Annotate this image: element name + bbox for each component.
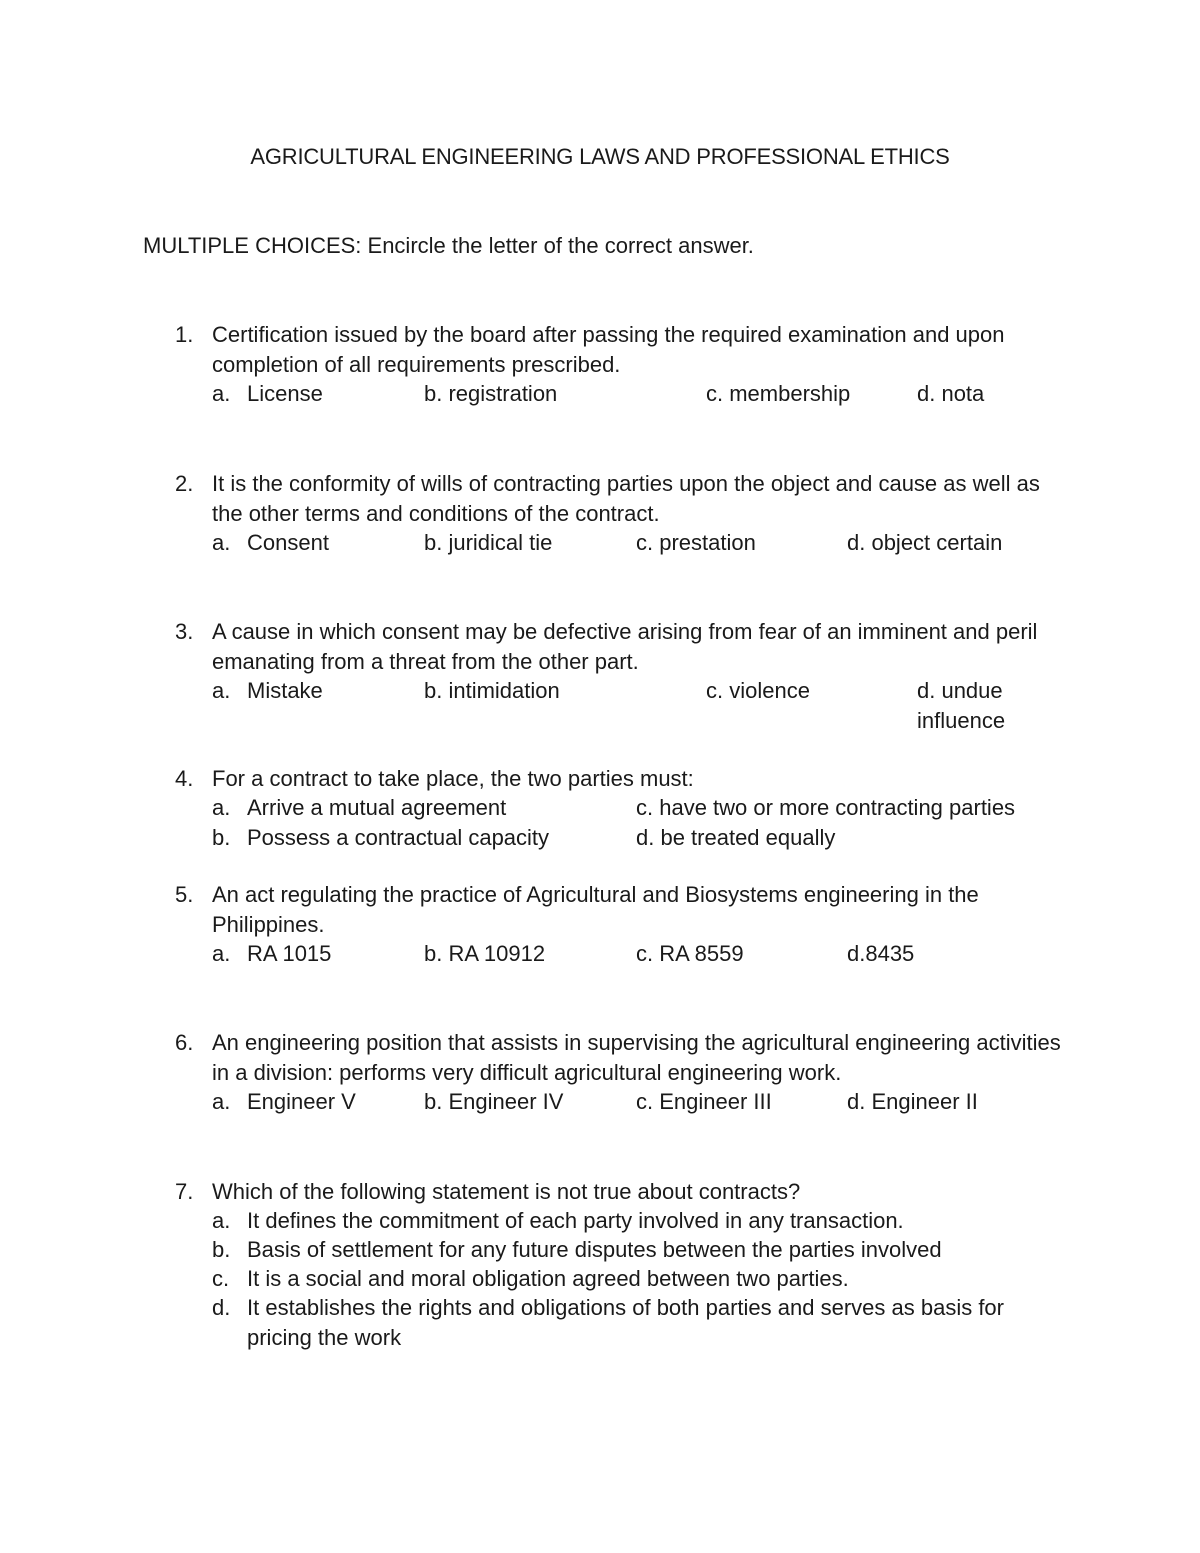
option-d: d. object certain bbox=[847, 530, 1003, 555]
option-c: c. have two or more contracting parties bbox=[636, 795, 1016, 820]
option-d: d. nota bbox=[917, 381, 985, 406]
option-d bbox=[212, 1293, 1072, 1352]
option-a bbox=[212, 528, 329, 558]
option-d: d. undue influence bbox=[917, 678, 1006, 733]
option-b bbox=[212, 1235, 942, 1265]
option-d: d. be treated equally bbox=[636, 825, 836, 850]
option-c: c. membership bbox=[706, 381, 851, 406]
option-text: RA 1015 bbox=[247, 941, 332, 966]
option-text: It defines the commitment of each party involved in any transaction. bbox=[247, 1208, 904, 1233]
question-text: An engineering position that assists in supervising the agricultural engineering activities in a division: performs very difficult agricultural engineering work. bbox=[212, 1030, 1061, 1085]
option-d: d.8435 bbox=[847, 941, 915, 966]
option-text: It is a social and moral obligation agreed between two parties. bbox=[247, 1266, 849, 1291]
option-letter: a. bbox=[212, 1089, 231, 1114]
option-a bbox=[212, 379, 323, 409]
question-text: Certification issued by the board after passing the required examination and upon completion of all requirements prescribed. bbox=[212, 322, 1005, 377]
option-b: b. Engineer IV bbox=[424, 1089, 564, 1114]
option-b: b. registration bbox=[424, 381, 558, 406]
question-number: 3. bbox=[175, 619, 194, 644]
page-title: AGRICULTURAL ENGINEERING LAWS AND PROFESSIONAL ETHICS bbox=[250, 144, 950, 169]
question-text: A cause in which consent may be defective arising from fear of an imminent and peril emanating from a threat from the other part. bbox=[212, 619, 1038, 674]
question-number: 2. bbox=[175, 471, 194, 496]
option-a bbox=[212, 939, 331, 969]
option-c: c. Engineer III bbox=[636, 1089, 772, 1114]
option-letter: a. bbox=[212, 678, 231, 703]
option-letter: b. bbox=[212, 825, 231, 850]
option-b: b. intimidation bbox=[424, 678, 560, 703]
question-number: 7. bbox=[175, 1179, 194, 1204]
option-letter: d. bbox=[212, 1295, 231, 1320]
option-text: Engineer V bbox=[247, 1089, 356, 1114]
option-a bbox=[212, 1206, 904, 1236]
question-number: 5. bbox=[175, 882, 194, 907]
question-text: For a contract to take place, the two parties must: bbox=[212, 766, 694, 791]
option-text: Consent bbox=[247, 530, 329, 555]
option-text: Arrive a mutual agreement bbox=[247, 795, 507, 820]
instructions: MULTIPLE CHOICES: Encircle the letter of the correct answer. bbox=[143, 233, 754, 258]
option-text: Mistake bbox=[247, 678, 323, 703]
option-a bbox=[212, 676, 323, 706]
option-letter: a. bbox=[212, 941, 231, 966]
question-text: It is the conformity of wills of contracting parties upon the object and cause as well as the other terms and conditions of the contract. bbox=[212, 471, 1040, 526]
option-letter: c. bbox=[212, 1266, 230, 1291]
question-number: 1. bbox=[175, 322, 194, 347]
option-letter: a. bbox=[212, 381, 231, 406]
option-text: Possess a contractual capacity bbox=[247, 825, 550, 850]
option-c: c. RA 8559 bbox=[636, 941, 744, 966]
question-text: An act regulating the practice of Agricultural and Biosystems engineering in the Philippines. bbox=[212, 882, 979, 937]
option-text: Basis of settlement for any future disputes between the parties involved bbox=[247, 1237, 942, 1262]
option-letter: b. bbox=[212, 1237, 231, 1262]
question-number: 4. bbox=[175, 766, 194, 791]
question-text: Which of the following statement is not true about contracts? bbox=[212, 1179, 801, 1204]
option-c: c. prestation bbox=[636, 530, 756, 555]
option-letter: a. bbox=[212, 1208, 231, 1233]
option-b bbox=[212, 823, 549, 853]
option-a bbox=[212, 1087, 356, 1117]
option-c: c. violence bbox=[706, 678, 810, 703]
option-b: b. RA 10912 bbox=[424, 941, 546, 966]
option-a bbox=[212, 793, 506, 823]
option-b: b. juridical tie bbox=[424, 530, 553, 555]
option-d: d. Engineer II bbox=[847, 1089, 978, 1114]
option-text: License bbox=[247, 381, 323, 406]
option-text: It establishes the rights and obligations of both parties and serves as basis for pricing the work bbox=[247, 1295, 1004, 1350]
question-number: 6. bbox=[175, 1030, 194, 1055]
option-letter: a. bbox=[212, 530, 231, 555]
option-letter: a. bbox=[212, 795, 231, 820]
option-c bbox=[212, 1264, 849, 1294]
